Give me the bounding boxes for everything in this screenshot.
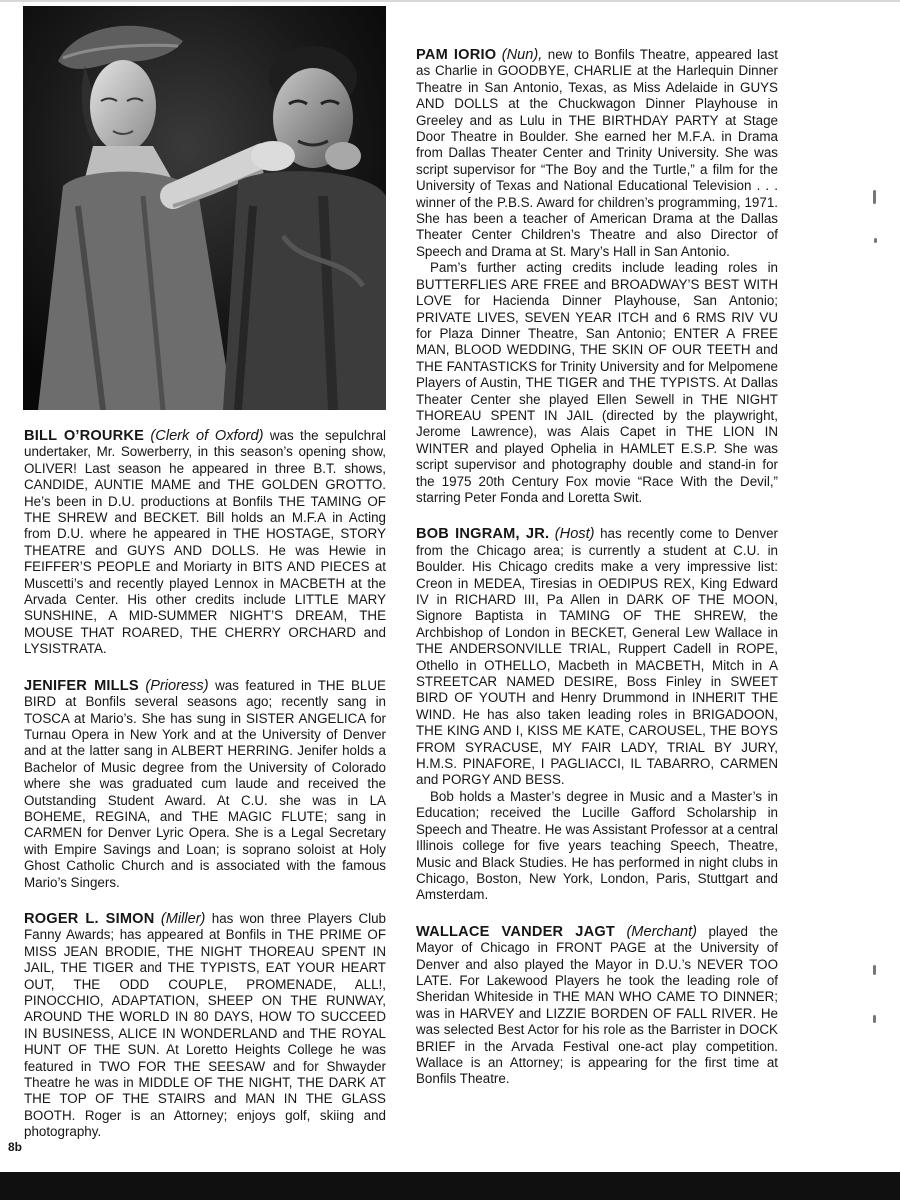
production-photo: [23, 6, 386, 410]
bio-text: has won three Players Club Fanny Awards; has appeared at Bonfils in THE PRIME OF MISS JEAN BRODIE, THE NIGHT THOREAU SPENT IN JAIL, THE TIGER and THE TYPISTS, EAT YOUR HEART OUT, THE ODD COUPLE, PROMENADE, ALL!, PINOCCHIO, ADAPTATION, SHEEP ON THE RUNWAY, AROUND THE WORLD IN 80 DAYS, HOW TO SUCCEED IN BUSINESS, ALICE IN WONDERLAND and THE ROYAL HUNT OF THE SUN. At Loretto Heights College he was featured in TWO FOR THE SEESAW and for Shwayder Theatre he was in MIDDLE OF THE NIGHT, THE DARK AT THE TOP OF THE STAIRS and MAN IN THE GLASS BOOTH. Roger is an Attorney; enjoys golf, skiing and photography.: [24, 910, 386, 1140]
margin-mark: [873, 190, 876, 204]
bio-text: Bob holds a Master’s degree in Music and a Master’s in Education; received the Lucille Gafford Scholarship in Speech and Theatre. He was Assistant Professor at a central Illinois college for five years teaching Speech, Theatre, Music and Black Studies. He has performed in night clubs in Chicago, Boston, New York, London, Paris, Stuttgart and Amsterdam.: [416, 788, 778, 903]
bio-bob-ingram: [416, 526, 778, 903]
margin-mark: [873, 1015, 876, 1023]
left-column: [24, 428, 386, 1161]
bio-jenifer-mills: [24, 678, 386, 891]
scan-bottom-edge: [0, 1172, 900, 1200]
bio-roger-simon: [24, 911, 386, 1141]
production-photo-drawing: [23, 6, 386, 410]
bio-pam-iorio: [416, 47, 778, 506]
bio-text: played the Mayor of Chicago in FRONT PAGE at the University of Denver and also played the Mayor in D.U.’s NEVER TOO LATE. For Lakewood Players he took the leading role of Sheridan Whiteside in THE MAN WHO CAME TO DINNER; was in HARVEY and LIZZIE BORDEN OF FALL RIVER. He was selected Best Actor for his role as the Barrister in DOCK BRIEF in the Arvada Festival one-act play competition. Wallace is an Attorney; is appearing for the first time at Bonfils Theatre.: [416, 923, 778, 1087]
bio-role: (Miller): [160, 910, 206, 927]
bio-wallace-vander-jagt: [416, 924, 778, 1088]
bio-name: ROGER L. SIMON: [24, 910, 155, 927]
bio-role: (Prioress): [145, 677, 209, 694]
bio-name: PAM IORIO: [416, 47, 497, 63]
bio-name: BILL O’ROURKE: [24, 428, 145, 444]
bio-role: (Nun),: [501, 47, 543, 63]
bio-text: has recently come to Denver from the Chicago area; is currently a student at C.U. in Boulder. His Chicago credits make a very impressive list: Creon in MEDEA, Tiresias in OEDIPUS REX, King Edward IV in RICHARD III, Pa Allen in DARK OF THE MOON, Signore Baptista in TAMING OF THE SHREW, the Archbishop of London in BECKET, General Lew Wallace in THE ANDERSONVILLE TRIAL, Ruppert Cadell in ROPE, Othello in OTHELLO, Macbeth in MACBETH, Mitch in A STREETCAR NAMED DESIRE, Boss Finley in SWEET BIRD OF YOUTH and Henry Drummond in INHERIT THE WIND. He has also taken leading roles in BRIGADOON, THE KING AND I, KISS ME KATE, CAROUSEL, THE BOYS FROM SYRACUSE, MY FAIR LADY, TRIAL BY JURY, H.M.S. PINAFORE, I PAGLIACCI, IL TABARRO, CARMEN and PORGY AND BESS.: [416, 526, 778, 788]
bio-role: (Merchant): [626, 923, 697, 940]
bio-text: Pam’s further acting credits include leading roles in BUTTERFLIES ARE FREE and BROADWAY’S BEST WITH LOVE for Hacienda Dinner Playhouse, San Antonio; PRIVATE LIVES, SEVEN YEAR ITCH and 6 RMS RIV VU for Plaza Dinner Theatre, San Antonio; ENTER A FREE MAN, BLOOD WEDDING, THE SKIN OF OUR TEETH and THE FANTASTICKS for Trinity University and for Melpomene Players of Austin, THE TIGER and THE TYPISTS. At Dallas Theater Center she played Ellen Sewell in THE NIGHT THOREAU SPENT IN JAIL (directed by the playwright, Jerome Lawrence), was Alais Capet in THE LION IN WINTER and played Ophelia in HAMLET E.S.P. She was script supervisor and photography double and stand-in for the 1975 20th Century Fox movie “Race With the Devil,” starring Peter Fonda and Loretta Swit.: [416, 260, 778, 505]
bio-text: was the sepulchral undertaker, Mr. Sowerberry, in this season’s opening show, OLIVER! Last season he appeared in three B.T. shows, CANDIDE, AUNTIE MAME and THE GOLDEN GROTTO. He’s been in D.U. productions at Bonfils THE TAMING OF THE SHREW and BECKET. Bill holds an M.F.A in Acting from D.U. where he appeared in THE HOSTAGE, STORY THEATRE and GUYS AND DOLLS. He was Hewie in FEIFFER’S PEOPLE and Moriarty in BITS AND PIECES at Muscetti’s and recently played Lennox in MACBETH at the Arvada Center. His other credits include LITTLE MARY SUNSHINE, A MID-SUMMER NIGHT’S DREAM, THE MOUSE THAT ROARED, THE CHERRY ORCHARD and LYSISTRATA.: [24, 428, 386, 657]
bio-name: WALLACE VANDER JAGT: [416, 923, 615, 940]
page-number: 8b: [8, 1140, 23, 1154]
bio-bill-orourke: [24, 428, 386, 658]
bio-role: (Clerk of Oxford): [150, 428, 264, 444]
page-top-rule: [0, 0, 900, 2]
bio-name: BOB INGRAM, JR.: [416, 526, 550, 543]
bio-role: (Host): [554, 526, 595, 543]
bio-text: new to Bonfils Theatre, appeared last as Charlie in GOODBYE, CHARLIE at the Harlequin Dinner Theatre in San Antonio, Texas, as Miss Adelaide in GUYS AND DOLLS at the Chuckwagon Dinner Playhouse in Greeley and as Lulu in THE BIRTHDAY PARTY at Stage Door Theatre in Boulder. She earned her M.F.A. in Drama from Dallas Theater Center and Trinity University. She was script supervisor for “The Boy and the Turtle,” a film for the University of Texas and National Educational Television . . . winner of the P.B.S. Award for children’s programming, 1971. She has been a teacher of American Drama at the Dallas Theater Center Children’s Theatre and also Director of Speech and Drama at St. Mary’s Hall in San Antonio.: [416, 47, 778, 259]
bio-name: JENIFER MILLS: [24, 677, 139, 694]
right-column: [416, 47, 778, 1108]
margin-mark: [873, 965, 876, 975]
margin-mark: [874, 238, 877, 243]
bio-text: was featured in THE BLUE BIRD at Bonfils several seasons ago; recently sang in TOSCA at Mario’s. She has sung in SISTER ANGELICA for Turnau Opera in New York and at the University of Denver and at the latter sang in ALBERT HERRING. Jenifer holds a Bachelor of Music degree from the University of Colorado where she was graduated cum laude and received the Outstanding Student Award. At C.U. she was in LA BOHEME, REGINA, and THE MAGIC FLUTE; sang in CARMEN for Denver Lyric Opera. She is a Legal Secretary with Empire Savings and Loan; is soprano soloist at Holy Ghost Catholic Church and is associated with the famous Mario’s Singers.: [24, 677, 386, 890]
